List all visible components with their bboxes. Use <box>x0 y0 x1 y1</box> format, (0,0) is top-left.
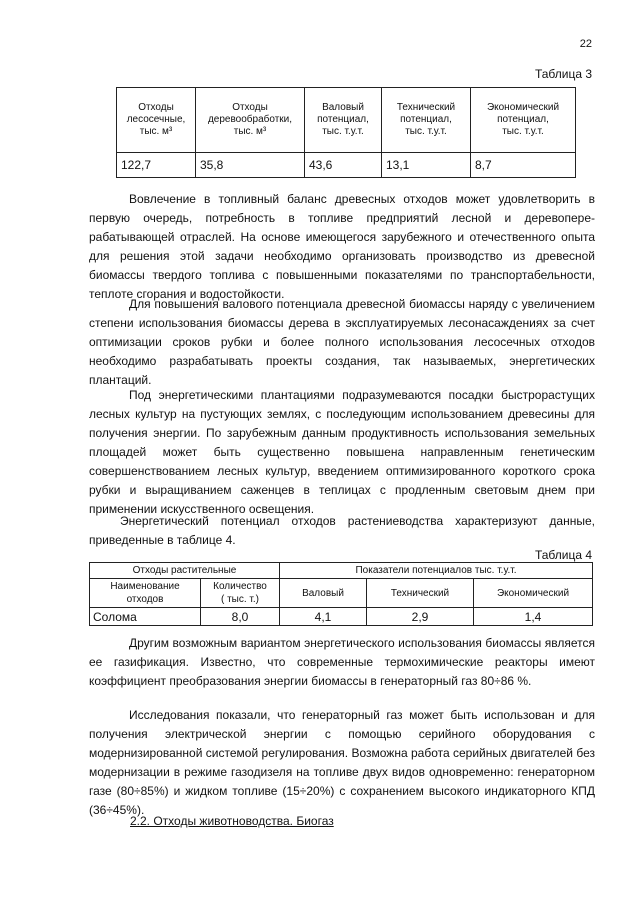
table4 <box>89 562 593 626</box>
table3-cell: 43,6 <box>305 153 382 178</box>
paragraph: Для повышения валового потенциала древесной биомассы наряду с увеличением степени использования биомассы дерева в эксплуатируемых лесонасаждениях за счет оптимизации сроков рубки и более полного использования лесосечных отходов необходимо разрабатывать проекты создания, так называемых, энергетических плантаций. <box>89 297 595 387</box>
table4-header-technical: Технический <box>367 579 474 608</box>
section-heading: 2.2. Отходы животноводства. Биогаз <box>130 814 334 828</box>
table4-cell-economic: 1,4 <box>474 608 593 626</box>
table3-caption: Таблица 3 <box>534 67 592 81</box>
table3-header-wood-processing-waste: Отходы деревообработки, тыс. м³ <box>196 88 305 153</box>
table4-header-gross: Валовый <box>280 579 367 608</box>
page-number: 22 <box>579 38 592 50</box>
paragraph: Другим возможным вариантом энергетического использования биомассы является ее газификация. Известно, что современные термохимические реакторы имеют коэффициент преобразования энергии биомассы в генераторный газ 80÷86 %. <box>89 636 595 688</box>
table4-group-plant-waste: Отходы растительные <box>90 563 280 579</box>
table-row <box>117 153 576 178</box>
table3-header-economic-potential: Экономический потенциал, тыс. т.у.т. <box>471 88 576 153</box>
table3-header-logging-waste: Отходы лесосечные, тыс. м³ <box>117 88 196 153</box>
table4-header-economic: Экономический <box>474 579 593 608</box>
table4-cell-name: Солома <box>90 608 201 626</box>
table-row <box>90 608 593 626</box>
paragraph: Под энергетическими плантациями подразумеваются посадки быстрорастущих лесных культур на пустующих землях, с последующим использованием древесины для получения энергии. По зарубежным данным продуктивность использования земельных площадей может быть существенно повышена направленным генетическим совершенствованием лесных культур, введением оптимизированного короткого срока рубки и выращиванием саженцев в теплицах с продленным световым днем при применении искусственного освещения. <box>89 388 595 516</box>
table3-cell: 35,8 <box>196 153 305 178</box>
table4-header-name: Наименование отходов <box>90 579 201 608</box>
table4-cell-quantity: 8,0 <box>201 608 280 626</box>
table3 <box>116 87 576 178</box>
table4-group-potentials: Показатели потенциалов тыс. т.у.т. <box>280 563 593 579</box>
paragraph: Энергетический потенциал отходов растениеводства характеризуют данные, приведенные в таблице 4. <box>89 514 595 547</box>
paragraph: Вовлечение в топливный баланс древесных отходов может удовлетворить в первую очередь, потребность в топливе предприятий лесной и деревоперерабатывающей отраслей. На основе имеющегося зарубежного и отечественного опыта для решения этой задачи необходимо организовать производство из древесной биомассы твердого топлива с повышенными показателями по транспортабельности, теплоте сгорания и водостойкости. <box>89 192 595 301</box>
table4-header-quantity: Количество ( тыс. т.) <box>201 579 280 608</box>
table3-cell: 8,7 <box>471 153 576 178</box>
table3-header-technical-potential: Технический потенциал, тыс. т.у.т. <box>382 88 471 153</box>
table3-cell: 122,7 <box>117 153 196 178</box>
table3-cell: 13,1 <box>382 153 471 178</box>
table3-header-gross-potential: Валовый потенциал, тыс. т.у.т. <box>305 88 382 153</box>
paragraph: Исследования показали, что генераторный газ может быть использован и для получения электрической энергии с помощью серийного оборудования с модернизированной системой регулирования. Возможна работа серийных двигателей без модернизации в режиме газодизеля на топливе двух видов одновременно: генераторном газе (80÷85%) и жидком топливе (15÷20%) с сохранением высокого индикаторного КПД (36÷45%). <box>89 708 595 817</box>
table4-cell-technical: 2,9 <box>367 608 474 626</box>
table4-caption: Таблица 4 <box>534 548 592 562</box>
table4-cell-gross: 4,1 <box>280 608 367 626</box>
